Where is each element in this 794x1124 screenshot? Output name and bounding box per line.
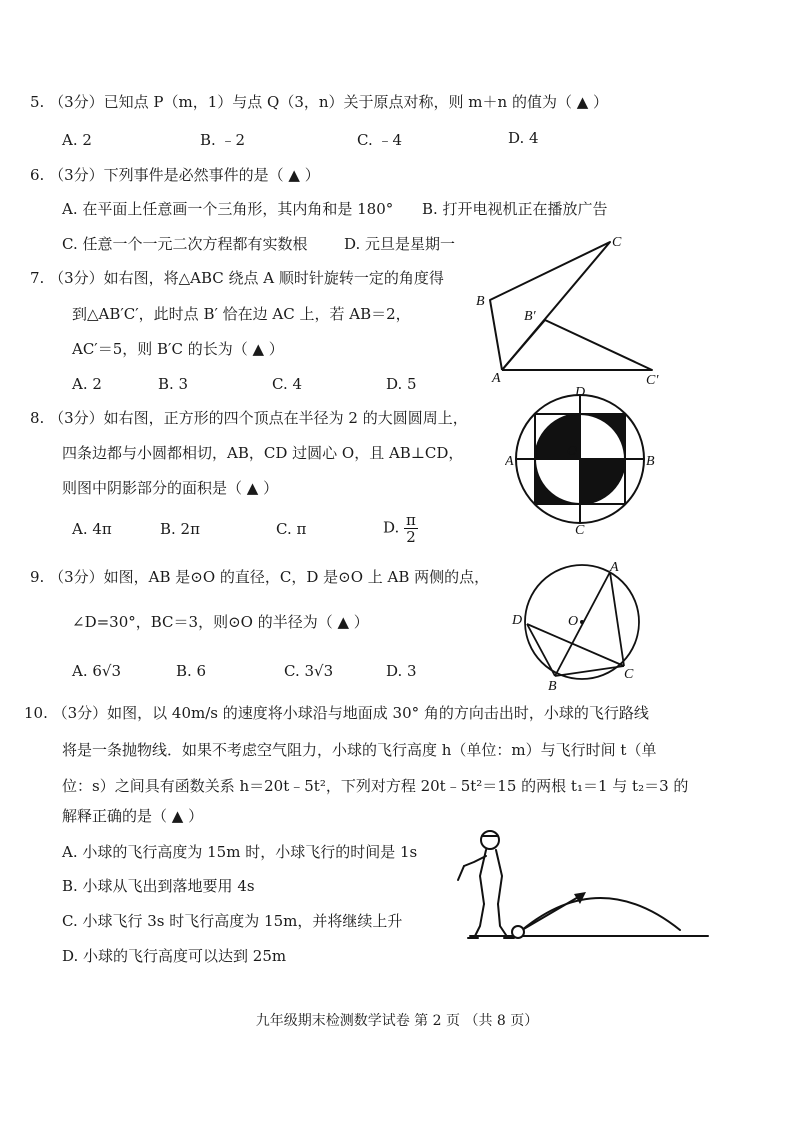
q7-option-d: D. 5	[386, 375, 417, 393]
golfer-body-right	[496, 850, 502, 904]
diameter-ab	[555, 572, 610, 676]
q6-option-c: C. 任意一个一元二次方程都有实数根	[62, 235, 308, 253]
q10-line2: 将是一条抛物线．如果不考虑空气阻力，小球的飞行高度 h（单位：m）与飞行时间 t（单	[62, 741, 657, 759]
vertex-label-b: B	[476, 294, 485, 309]
q10-golfer-figure	[450, 826, 710, 956]
triangle-ab1c1	[502, 320, 652, 370]
q7-option-a: A. 2	[72, 375, 102, 393]
q9-option-c: C. 3√3	[284, 662, 334, 680]
q7-option-b: B. 3	[158, 375, 189, 393]
q9-option-d: D. 3	[386, 662, 417, 680]
chord-dc	[527, 624, 624, 666]
q8-option-d	[383, 512, 418, 545]
q7-option-c: C. 4	[272, 375, 303, 393]
q8-option-d-fraction	[404, 512, 418, 545]
q6-option-a: A. 在平面上任意画一个三角形，其内角和是 180°	[62, 200, 394, 218]
point-label-o: O	[568, 614, 579, 629]
launch-direction	[522, 896, 580, 930]
vertex-label-b-prime: B′	[524, 309, 536, 324]
q5-option-a: A. 2	[62, 131, 92, 149]
golf-club	[458, 866, 464, 880]
vertex-label-c-prime: C′	[646, 373, 659, 388]
q10-line3: 位：s）之间具有函数关系 h＝20t﹣5t²，下列对方程 20t﹣5t²＝15 的两根 t₁＝1 与 t₂＝3 的	[62, 777, 689, 795]
q9-line1: 9. （3分）如图，AB 是⊙O 的直径，C，D 是⊙O 上 AB 两侧的点，	[30, 568, 490, 586]
triangle-abc	[490, 242, 610, 370]
golfer-leg-right	[498, 904, 508, 938]
q10-option-d: D. 小球的飞行高度可以达到 25m	[62, 947, 287, 965]
point-label-c: C	[575, 523, 585, 534]
q9-line2: ∠D=30°，BC＝3，则⊙O 的半径为（ ▲ ）	[72, 613, 369, 631]
point-label-a: A	[610, 562, 619, 575]
q8-line1: 8. （3分）如右图，正方形的四个顶点在半径为 2 的大圆圆周上，	[30, 409, 468, 427]
vertex-label-c: C	[612, 235, 622, 250]
q8-option-a: A. 4π	[72, 520, 112, 538]
q6-stem: 6. （3分）下列事件是必然事件的是（ ▲ ）	[30, 166, 320, 184]
point-label-b: B	[646, 454, 655, 469]
trajectory-arc	[522, 898, 680, 930]
fraction-denominator: 2	[406, 528, 416, 546]
q10-line1: 10. （3分）如图，以 40m/s 的速度将小球沿与地面成 30° 角的方向击出时，小球的飞行路线	[24, 704, 649, 722]
chord-ac	[610, 572, 624, 666]
q7-line2: 到△AB′C′，此时点 B′ 恰在边 AC 上，若 AB＝2，	[72, 305, 411, 323]
golfer-head	[481, 831, 499, 849]
q8-line3: 则图中阴影部分的面积是（ ▲ ）	[62, 479, 279, 497]
chord-db	[527, 624, 555, 676]
point-label-b: B	[548, 679, 557, 692]
fraction-numerator: π	[406, 511, 416, 529]
q5-option-c: C. ﹣4	[357, 131, 403, 149]
q10-option-a: A. 小球的飞行高度为 15m 时，小球飞行的时间是 1s	[62, 843, 418, 861]
q6-option-d: D. 元旦是星期一	[344, 235, 456, 253]
q5-option-b: B. ﹣2	[200, 131, 246, 149]
page-footer: 九年级期末检测数学试卷 第 2 页 （共 8 页）	[255, 1013, 539, 1029]
q5-option-d: D. 4	[508, 129, 539, 147]
q8-circle-square-figure	[505, 384, 655, 534]
q10-line4: 解释正确的是（ ▲ ）	[62, 807, 204, 825]
q5-stem: 5. （3分）已知点 P（m，1）与点 Q（3，n）关于原点对称，则 m＋n 的值为（ ▲ ）	[30, 93, 609, 111]
q8-line2: 四条边都与小圆都相切，AB，CD 过圆心 O，且 AB⊥CD，	[62, 444, 464, 462]
point-label-o: O	[567, 444, 578, 459]
q8-option-c: C. π	[276, 520, 307, 538]
point-label-a: A	[505, 454, 514, 469]
q10-option-c: C. 小球飞行 3s 时飞行高度为 15m，并将继续上升	[62, 912, 403, 930]
point-label-c: C	[624, 667, 634, 682]
golfer-leg-left	[474, 904, 484, 938]
q7-line1: 7. （3分）如右图，将△ABC 绕点 A 顺时针旋转一定的角度得	[30, 269, 444, 287]
q9-option-b: B. 6	[176, 662, 207, 680]
point-label-d: D	[575, 385, 586, 400]
q9-circle-figure	[510, 562, 650, 692]
q8-option-b: B. 2π	[160, 520, 200, 538]
point-label-d: D	[512, 613, 523, 628]
vertex-label-a: A	[492, 371, 501, 386]
q6-option-b: B. 打开电视机正在播放广告	[422, 200, 608, 218]
chord-bc	[555, 666, 624, 676]
q8-option-d-letter: D.	[383, 518, 400, 537]
q7-line3: AC′＝5，则 B′C 的长为（ ▲ ）	[72, 340, 284, 358]
golf-ball	[512, 926, 524, 938]
center-dot	[580, 620, 584, 624]
q9-option-a: A. 6√3	[72, 662, 122, 680]
q10-option-b: B. 小球从飞出到落地要用 4s	[62, 877, 255, 895]
q7-rotation-figure	[470, 230, 690, 390]
